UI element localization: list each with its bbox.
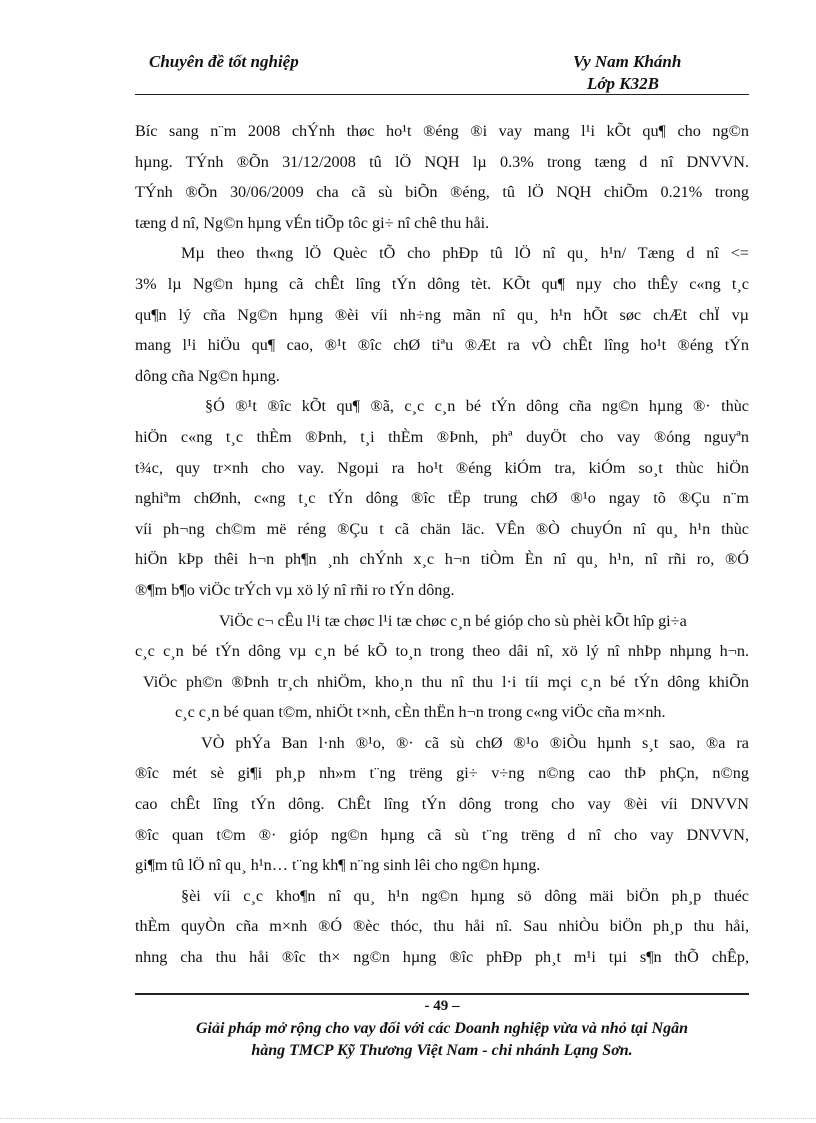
text-line: §Ó ®¹t ®îc kÕt qu¶ ®ã, c¸c c¸n bé tÝn dông cña ng©n hµng ®· thùc (205, 397, 749, 416)
text-line: hiÖn kÞp thêi h¬n ph¶n ¸nh chÝnh x¸c h¬n tiÒm Èn nî qu¸ h¹n, nî rñi ro, ®Ó (135, 550, 749, 569)
footer-title-line-2: hàng TMCP Kỹ Thương Việt Nam - chi nhánh Lạng Sơn. (251, 1042, 633, 1059)
text-line: hµng. TÝnh ®Õn 31/12/2008 tû lÖ NQH lµ 0.3% trong tæng d nî DNVVN. (135, 152, 749, 171)
body-text (135, 116, 749, 973)
text-line: TÝnh ®Õn 30/06/2009 cha cã sù biÕn ®éng, tû lÖ NQH chiÕm 0.21% trong (135, 183, 749, 202)
footer-title-line-1: Giải pháp mở rộng cho vay đối với các Doanh nghiệp vừa và nhỏ tại Ngân (195, 1020, 689, 1037)
page-bottom-dotted-border (0, 1118, 816, 1119)
text-line: nhng cha thu håi ®îc th× ng©n hµng ®îc phÐp ph¸t m¹i tµi s¶n thÕ chÊp, (135, 948, 749, 967)
text-line: Mµ theo th«ng lÖ Quèc tÕ cho phÐp tû lÖ nî qu¸ h¹n/ Tæng d nî <= (181, 244, 749, 263)
text-line: qu¶n lý cña Ng©n hµng ®èi víi nh÷ng mãn nî qu¸ h¹n hÕt søc chÆt chÏ vµ (135, 305, 749, 324)
text-line: Bíc sang n¨m 2008 chÝnh thøc ho¹t ®éng ®i vay mang l¹i kÕt qu¶ cho ng©n (135, 122, 749, 140)
text-line: ViÖc ph©n ®Þnh tr¸ch nhiÖm, kho¸n thu nî thu l·i tíi mçi c¸n bé tÝn dông khiÕn (143, 672, 749, 691)
text-line: thÈm quyÒn cña m×nh ®Ó ®èc thóc, thu håi nî. Sau nhiÒu biÖn ph¸p thu håi, (135, 917, 749, 936)
text-line: §èi víi c¸c kho¶n nî qu¸ h¹n ng©n hµng sö dông mäi biÖn ph¸p thuéc (181, 886, 749, 905)
page-number: - 49 – (424, 998, 460, 1014)
header-rule (135, 94, 749, 95)
text-line: víi ph¬ng ch©m më réng ®Çu t cã chän läc. VÊn ®Ò chuyÓn nî qu¸ h¹n thùc (135, 519, 749, 538)
footer-rule (135, 993, 749, 995)
text-line: 3% lµ Ng©n hµng cã chÊt lîng tÝn dông tèt. KÕt qu¶ nµy cho thÊy c«ng t¸c (135, 274, 749, 293)
author-name: Vy Nam Khánh (573, 52, 682, 71)
text-line: gi¶m tû lÖ nî qu¸ h¹n… t¨ng kh¶ n¨ng sinh lêi cho ng©n hµng. (135, 856, 541, 875)
text-line: hiÖn c«ng t¸c thÈm ®Þnh, t¸i thÈm ®Þnh, phª duyÖt cho vay ®óng nguyªn (135, 427, 749, 446)
text-line: cao chÊt lîng tÝn dông. ChÊt lîng tÝn dông trong cho vay ®èi víi DNVVN (135, 795, 749, 814)
class-label: Lớp K32B (587, 74, 659, 93)
page-header (135, 50, 749, 96)
text-line: ®îc mét sè gi¶i ph¸p nh»m t¨ng trëng gi÷ v÷ng n©ng cao thÞ phÇn, n©ng (135, 764, 749, 783)
text-line: mang l¹i hiÖu qu¶ cao, ®¹t ®îc chØ tiªu ®Æt ra vÒ chÊt lîng ho¹t ®éng tÝn (135, 336, 749, 355)
text-line: ®îc quan t©m ®· gióp ng©n hµng cã sù t¨ng trëng d nî cho vay DNVVN, (135, 825, 749, 844)
document-type-label: Chuyên đề tốt nghiệp (149, 52, 299, 71)
text-line: c¸c c¸n bé quan t©m, nhiÖt t×nh, cÈn thËn h¬n trong c«ng viÖc cña m×nh. (175, 703, 666, 722)
text-line: VÒ phÝa Ban l·nh ®¹o, ®· cã sù chØ ®¹o ®iÒu hµnh s¸t sao, ®a ra (201, 733, 749, 752)
text-line: ViÖc c¬ cÊu l¹i tæ chøc l¹i tæ chøc c¸n bé gióp cho sù phèi kÕt hîp gi÷a (219, 611, 687, 630)
text-line: c¸c c¸n bé tÝn dông vµ c¸n bé kÕ to¸n trong theo dâi nî, xö lý nî nhÞp nhµng h¬n. (135, 642, 749, 661)
text-line: nghiªm chØnh, c«ng t¸c tÝn dông ®îc tËp trung chØ ®¹o ngay tõ ®Çu n¨m (135, 489, 749, 508)
text-line: t¾c, quy tr×nh cho vay. Ngoµi ra ho¹t ®éng kiÓm tra, kiÓm so¸t thùc hiÖn (135, 458, 749, 477)
text-line: dông cña Ng©n hµng. (135, 366, 280, 385)
text-line: ®¶m b¶o viÖc trÝch vµ xö lý nî rñi ro tÝn dông. (135, 580, 455, 599)
text-line: tæng d nî, Ng©n hµng vÉn tiÕp tôc gi÷ nî chê thu håi. (135, 213, 490, 232)
